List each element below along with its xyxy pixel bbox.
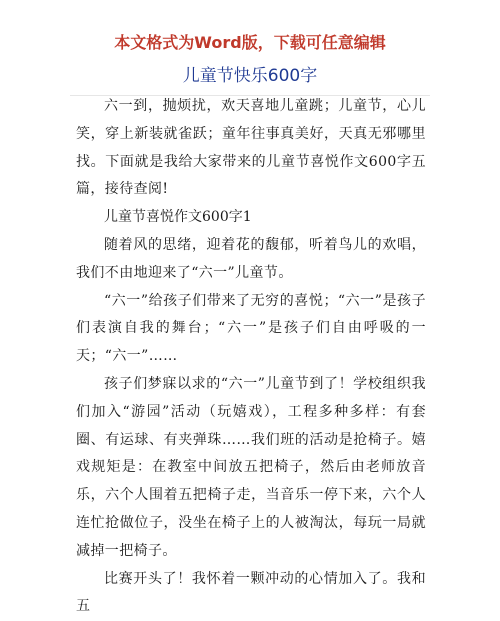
body-paragraph: 随着风的思绪，迎着花的馥郁，听着鸟儿的欢唱，我们不由地迎来了“六一”儿童节。 xyxy=(76,236,426,281)
format-notice: 本文格式为Word版，下载可任意编辑 xyxy=(114,33,386,52)
body-paragraph: 孩子们梦寐以求的“六一”儿童节到了！学校组织我们加入“游园”活动（玩嬉戏），工程多种多样：有套圈、有运球、有夹弹珠……我们班的活动是抢椅子。嬉戏规矩是：在教室中间放五把椅子，然后由老师放音乐，六个人围着五把椅子走，当音乐一停下来，六个人连忙抢做位子，没坐在椅子上的人被淘汰，每玩一局就减掉一把椅子。 xyxy=(76,375,426,559)
body-paragraph: “六一”给孩子们带来了无穷的喜悦；“六一”是孩子们表演自我的舞台；“六一”是孩子们自由呼吸的一天；“六一”…… xyxy=(76,292,426,365)
intro-paragraph: 六一到，抛烦扰，欢天喜地儿童跳；儿童节，心儿笑，穿上新装就雀跃；童年往事真美好，天真无邪哪里找。下面就是我给大家带来的儿童节喜悦作文600字五篇，接待查阅! xyxy=(76,98,426,198)
document-title: 儿童节快乐600字 xyxy=(182,66,318,86)
body-paragraph: 比赛开头了！我怀着一颗冲动的心情加入了。我和五 xyxy=(76,570,426,615)
section-heading: 儿童节喜悦作文600字1 xyxy=(104,209,252,226)
document-body xyxy=(76,93,426,621)
